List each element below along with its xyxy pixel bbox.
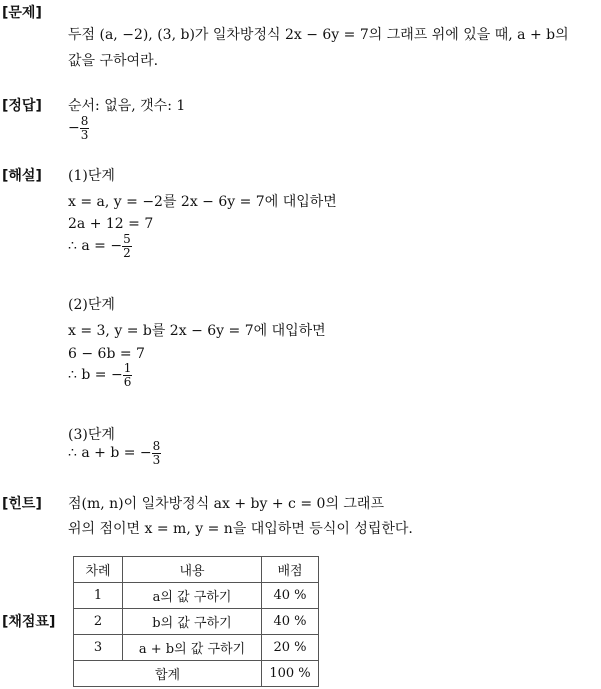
row-content: a의 값 구하기 [123,583,262,609]
step3-denominator: 3 [152,452,161,467]
grading-total-row [74,661,319,687]
solution-label: [해설] [2,168,42,184]
step3-title: (3)단계 [68,427,115,443]
step3-numerator: 8 [152,439,161,453]
row-order: 1 [74,583,123,609]
step1-title: (1)단계 [68,168,115,184]
grading-label: [채점표] [2,614,56,630]
step1-line1: x = a, y = −2를 2x − 6y = 7에 대입하면 [68,194,337,210]
step2-prefix: ∴ b = − [68,367,123,384]
table-row [74,635,319,661]
total-value: 100 % [262,661,319,687]
row-points: 40 % [262,609,319,635]
hint-line2: 위의 점이면 x = m, y = n을 대입하면 등식이 성립한다. [68,521,413,537]
header-points: 배점 [262,557,319,583]
problem-text-line1: 두점 (a, −2), (3, b)가 일차방정식 2x − 6y = 7의 그래프 위에 있을 때, a + b의 [68,27,569,43]
step1-fraction [122,233,132,259]
row-points: 20 % [262,635,319,661]
step1-denominator: 2 [123,245,131,260]
row-content: a + b의 값 구하기 [123,635,262,661]
step2-numerator: 1 [123,361,132,375]
row-content: b의 값 구하기 [123,609,262,635]
step2-line3 [68,362,132,388]
total-label: 합계 [74,661,262,687]
step2-line1: x = 3, y = b를 2x − 6y = 7에 대입하면 [68,323,326,339]
problem-text-line2: 값을 구하여라. [68,53,159,69]
step3-fraction [152,440,162,466]
step2-title: (2)단계 [68,297,115,313]
hint-line1: 점(m, n)이 일차방정식 ax + by + c = 0의 그래프 [68,496,384,512]
answer-sign: − [68,120,80,137]
step1-numerator: 5 [123,232,131,246]
grading-header-row [74,557,319,583]
header-order: 차례 [74,557,123,583]
row-points: 40 % [262,583,319,609]
step1-line2: 2a + 12 = 7 [68,216,154,232]
answer-meta: 순서: 없음, 갯수: 1 [68,98,186,114]
problem-label: [문제] [2,5,42,21]
answer-fraction [80,115,90,141]
step2-line2: 6 − 6b = 7 [68,346,145,362]
step2-fraction [123,362,133,388]
hint-label: [힌트] [2,496,42,512]
step3-prefix: ∴ a + b = − [68,445,152,462]
header-content: 내용 [123,557,262,583]
row-order: 2 [74,609,123,635]
step1-line3 [68,233,132,259]
row-order: 3 [74,635,123,661]
answer-numerator: 8 [80,114,89,128]
answer-label: [정답] [2,98,42,114]
grading-table [73,556,319,687]
step2-denominator: 6 [123,374,132,389]
answer-value [68,115,89,141]
step3-line1 [68,440,161,466]
table-row [74,609,319,635]
answer-denominator: 3 [80,127,89,142]
step1-prefix: ∴ a = − [68,238,123,255]
table-row [74,583,319,609]
